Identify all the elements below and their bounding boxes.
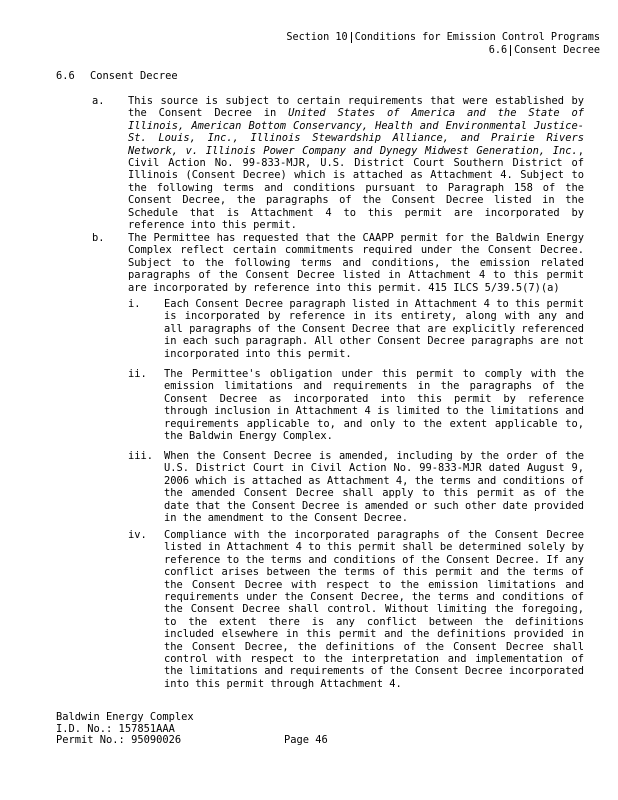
item-a-body: , Civil Action No. 99-833-MJR, U.S. District Court Southern District of Illinois (Consent Decree) which is attached as Attachment 4. Subject to the following terms and conditions pursuant to Paragraph 158 of the Consent Decree, the paragraphs of the Consent Decree listed in the Schedule that is Attachment 4 to this permit are incorporated by reference into this permit. [128,144,584,232]
header-separator [510,45,511,56]
section-title: Consent Decree [90,70,178,82]
header-subsection-number: 6.6 [488,44,508,56]
header-section-number: Section 10 [286,32,348,43]
subitem-text: The Permittee's obligation under this permit to comply with the emission limitations and requirements in the paragraphs of the Consent Decree as incorporated into this permit by reference through inclusion in Attachment 4 is limited to the limitations and requirements applicable to, and only to the extent applicable to, the Baldwin Energy Complex. [164,368,584,443]
subitem-label: ii. [128,368,147,380]
subitem-text: Each Consent Decree paragraph listed in Attachment 4 to this permit is incorporated by reference in its entirety, along with any and all paragraphs of the Consent Decree that are explicitly referenced in each such paragraph. All other Consent Decree paragraphs are not incorporated into this permit. [164,298,584,360]
subitem-label: iii. [128,450,154,462]
footer-facility: Baldwin Energy Complex [56,711,194,723]
subitem-iv [128,529,584,690]
subitem-text: Compliance with the incorporated paragraphs of the Consent Decree listed in Attachment 4 to this permit shall be determined solely by reference to the terms and conditions of the Consent Decree. If any conflict arises between the terms of this permit and the terms of the Consent Decree with respect to the emission limitations and requirements under the Consent Decree, the terms and conditions of the Consent Decree shall control. Without limiting the foregoing, to the extent there is any conflict between the definitions included elsewhere in this permit and the definitions provided in the Consent Decree, the definitions of the Consent Decree shall control with respect to the interpretation and implementation of the limitations and requirements of the Consent Decree incorporated into this permit through Attachment 4. [164,529,584,690]
item-a [92,95,584,231]
page-header [286,32,600,57]
page-footer [56,711,328,747]
item-text: The Permittee has requested that the CAAPP permit for the Baldwin Energy Complex reflect certain commitments required under the Consent Decree. Subject to the following terms and conditions, the emission related paragraphs of the Consent Decree listed in Attachment 4 to this permit are incorporated by reference into this permit. 415 ILCS 5/39.5(7)(a) [128,232,584,294]
page-number: Page 46 [284,734,328,747]
header-subsection-title: Consent Decree [514,44,600,56]
footer-id-number: I.D. No.: 157851AAA [56,722,175,735]
header-separator [351,32,352,43]
subitem-ii [128,368,584,442]
header-line-2 [286,45,600,58]
section-heading [56,70,178,82]
subitem-label: iv. [128,529,147,541]
subitem-i [128,298,584,360]
item-b [92,232,584,294]
item-a-intro: This source is subject to certain requirements that were established by the Consent Decree in [128,95,584,120]
item-label: a. [92,95,105,107]
case-title: United States of America and the State of Illinois, American Bottom Conservancy, Health and Environmental Justice-St. Louis, Inc., Illinois Stewardship Alliance, and Prairie Rivers Network, v. Illinois Power Company and Dynegy Midwest Generation, Inc. [128,107,584,157]
item-text [128,95,584,231]
section-number: 6.6 [56,70,75,82]
header-section-title: Conditions for Emission Control Programs [354,32,600,43]
item-label: b. [92,232,105,244]
header-line-1 [286,32,600,45]
footer-permit-number: Permit No.: 95090026 [56,734,182,747]
subitem-label: i. [128,298,141,310]
subitem-iii [128,450,584,524]
subitem-text: When the Consent Decree is amended, including by the order of the U.S. District Court in Civil Action No. 99-833-MJR dated August 9, 2006 which is attached as Attachment 4, the terms and conditions of the amended Consent Decree shall apply to this permit as of the date that the Consent Decree is amended or such other date provided in the amendment to the Consent Decree. [164,450,584,525]
